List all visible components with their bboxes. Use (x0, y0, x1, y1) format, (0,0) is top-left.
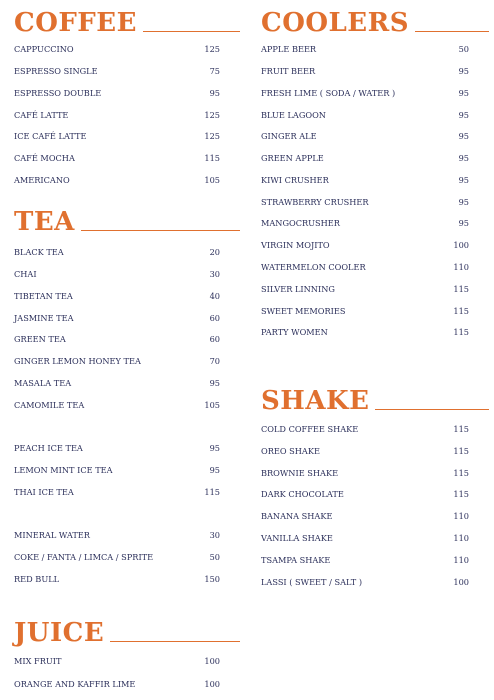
menu-item: CAFÉ LATTE 125 (14, 110, 220, 120)
menu-item: CAPPUCCINO 125 (14, 44, 220, 54)
shake-title: SHAKE (261, 386, 370, 416)
menu-item: COKE / FANTA / LIMCA / SPRITE 50 (14, 552, 220, 562)
menu-item: APPLE BEER 50 (261, 44, 469, 54)
menu-item: SILVER LINNING 115 (261, 284, 469, 294)
menu-item: ESPRESSO SINGLE 75 (14, 66, 220, 76)
juice-rule (110, 641, 240, 642)
menu-item: ORANGE AND KAFFIR LIME 100 (14, 679, 220, 689)
menu-item: RED BULL 150 (14, 574, 220, 584)
menu-item: GREEN TEA 60 (14, 334, 220, 344)
shake-section (261, 382, 489, 587)
menu-item: GINGER LEMON HONEY TEA 70 (14, 356, 220, 366)
menu-item: FRUIT BEER 95 (261, 66, 469, 76)
menu-item: PEACH ICE TEA 95 (14, 443, 220, 453)
menu-item: VANILLA SHAKE 110 (261, 533, 469, 543)
coolers-rule (415, 31, 489, 32)
menu-item: BANANA SHAKE 110 (261, 511, 469, 521)
tea-title: TEA (14, 207, 75, 237)
menu-item: MANGOCRUSHER 95 (261, 218, 469, 228)
menu-item: LEMON MINT ICE TEA 95 (14, 465, 220, 475)
menu-item: AMERICANO 105 (14, 175, 220, 185)
menu-item: VIRGIN MOJITO 100 (261, 240, 469, 250)
menu-item: JASMINE TEA 60 (14, 313, 220, 323)
menu-item: MIX FRUIT 100 (14, 656, 220, 666)
menu-item: CAMOMILE TEA 105 (14, 400, 220, 410)
coffee-title: COFFEE (14, 8, 137, 38)
menu-item: COLD COFFEE SHAKE 115 (261, 424, 469, 434)
coffee-heading (14, 4, 240, 36)
menu-item: STRAWBERRY CRUSHER 95 (261, 197, 469, 207)
menu-item: THAI ICE TEA 115 (14, 487, 220, 497)
menu-item: ESPRESSO DOUBLE 95 (14, 88, 220, 98)
shake-heading (261, 382, 489, 414)
juice-heading (14, 614, 240, 646)
coolers-section (261, 4, 489, 337)
menu-item: TIBETAN TEA 40 (14, 291, 220, 301)
menu-item: MINERAL WATER 30 (14, 530, 220, 540)
menu-item: LASSI ( SWEET / SALT ) 100 (261, 577, 469, 587)
menu-item: GREEN APPLE 95 (261, 153, 469, 163)
shake-rule (375, 409, 489, 410)
juice-title: JUICE (14, 618, 105, 648)
juice-section (14, 614, 240, 689)
menu-item: BLUE LAGOON 95 (261, 110, 469, 120)
menu-item: CHAI 30 (14, 269, 220, 279)
tea-section (14, 203, 240, 584)
menu-item: OREO SHAKE 115 (261, 446, 469, 456)
tea-heading (14, 203, 240, 235)
tea-rule (81, 230, 240, 231)
menu-item: BROWNIE SHAKE 115 (261, 468, 469, 478)
menu-item: PARTY WOMEN 115 (261, 327, 469, 337)
menu-item: SWEET MEMORIES 115 (261, 306, 469, 316)
menu-item: BLACK TEA 20 (14, 247, 220, 257)
menu-item: FRESH LIME ( SODA / WATER ) 95 (261, 88, 469, 98)
menu-item: TSAMPA SHAKE 110 (261, 555, 469, 565)
coffee-section (14, 4, 240, 185)
menu-item: ICE CAFÉ LATTE 125 (14, 131, 220, 141)
menu-item: WATERMELON COOLER 110 (261, 262, 469, 272)
menu-item: DARK CHOCOLATE 115 (261, 489, 469, 499)
coolers-heading (261, 4, 489, 36)
coffee-rule (143, 31, 240, 32)
coolers-title: COOLERS (261, 8, 409, 38)
menu-item: MASALA TEA 95 (14, 378, 220, 388)
menu-item: GINGER ALE 95 (261, 131, 469, 141)
menu-item: KIWI CRUSHER 95 (261, 175, 469, 185)
menu-item: CAFÉ MOCHA 115 (14, 153, 220, 163)
